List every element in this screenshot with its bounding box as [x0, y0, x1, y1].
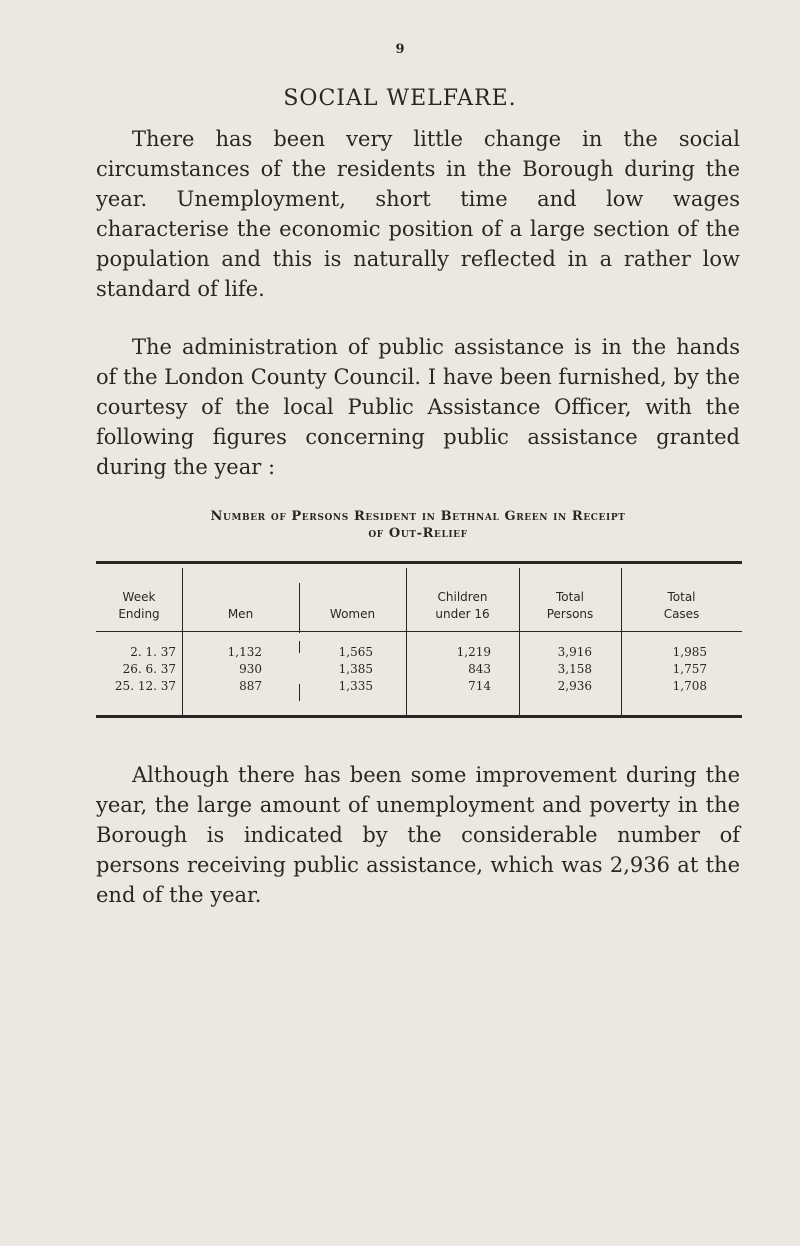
- column-header-line: Cases: [663, 607, 700, 621]
- table-cell-men: 930: [239, 662, 262, 676]
- page-number: 9: [395, 42, 405, 57]
- table-cell-total-persons: 3,916: [557, 645, 592, 659]
- table-cell-children: 843: [468, 662, 491, 676]
- paragraph-public-assistance: The administration of public assistance is in the hands of the London County Council. I have been furnished, by the courtesy of the local Public Assistance Officer, with the following figures concerning public assistance granted during the year :: [96, 335, 740, 479]
- table-cell-children: 714: [468, 679, 491, 693]
- column-header-line: Total: [555, 590, 585, 604]
- column-header-line: Ending: [118, 607, 160, 621]
- table-cell-total-cases: 1,985: [672, 645, 707, 659]
- table-cell-total-persons: 2,936: [557, 679, 592, 693]
- table-title-line-2: of Out-Relief: [368, 526, 468, 541]
- table-cell-men: 887: [239, 679, 262, 693]
- table-cell-women: 1,335: [338, 679, 373, 693]
- column-header-line: Men: [227, 607, 254, 621]
- table-cell-week-ending: 26. 6. 37: [122, 662, 176, 676]
- table-header-rule: [96, 631, 742, 632]
- column-header-women: [299, 589, 406, 623]
- section-heading: SOCIAL WELFARE.: [283, 86, 517, 111]
- table-title-line-1: Number of Persons Resident in Bethnal Green in Receipt: [210, 509, 626, 524]
- column-header-total-persons: [519, 589, 621, 623]
- table-title: [96, 508, 740, 542]
- table-cell-women: 1,565: [338, 645, 373, 659]
- table-cell-total-cases: 1,708: [672, 679, 707, 693]
- column-header-line: under 16: [435, 607, 490, 621]
- column-header-line: Total: [667, 590, 696, 604]
- column-header-week-ending: [96, 589, 182, 623]
- column-header-total-cases: [621, 589, 742, 623]
- column-header-men: [182, 589, 299, 623]
- paragraph-social-circumstances: There has been very little change in the social circumstances of the residents in the Borough during the year. Unemployment, short time and low wages characterise the economic position of a large section of the population and this is naturally reflected in a rather low standard of life.: [96, 127, 740, 301]
- column-header-line: Children: [437, 590, 488, 604]
- table-cell-week-ending: 2. 1. 37: [130, 645, 176, 659]
- column-header-line: Week: [122, 590, 156, 604]
- column-header-line: Women: [329, 607, 376, 621]
- table-bottom-rule: [96, 715, 742, 718]
- table-cell-men: 1,132: [227, 645, 262, 659]
- column-header-line: [299, 589, 406, 606]
- table-cell-total-cases: 1,757: [672, 662, 707, 676]
- paragraph-improvement: Although there has been some improvement during the year, the large amount of unemployment and poverty in the Borough is indicated by the considerable number of persons receiving public assistance, which was 2,936 at the end of the year.: [96, 763, 740, 907]
- column-header-children-under-16: [406, 589, 519, 623]
- table-cell-week-ending: 25. 12. 37: [114, 679, 176, 693]
- column-header-line: Persons: [546, 607, 594, 621]
- column-header-line: [182, 589, 299, 606]
- table-top-rule: [96, 561, 742, 564]
- table-cell-women: 1,385: [338, 662, 373, 676]
- table-cell-total-persons: 3,158: [557, 662, 592, 676]
- table-cell-children: 1,219: [456, 645, 491, 659]
